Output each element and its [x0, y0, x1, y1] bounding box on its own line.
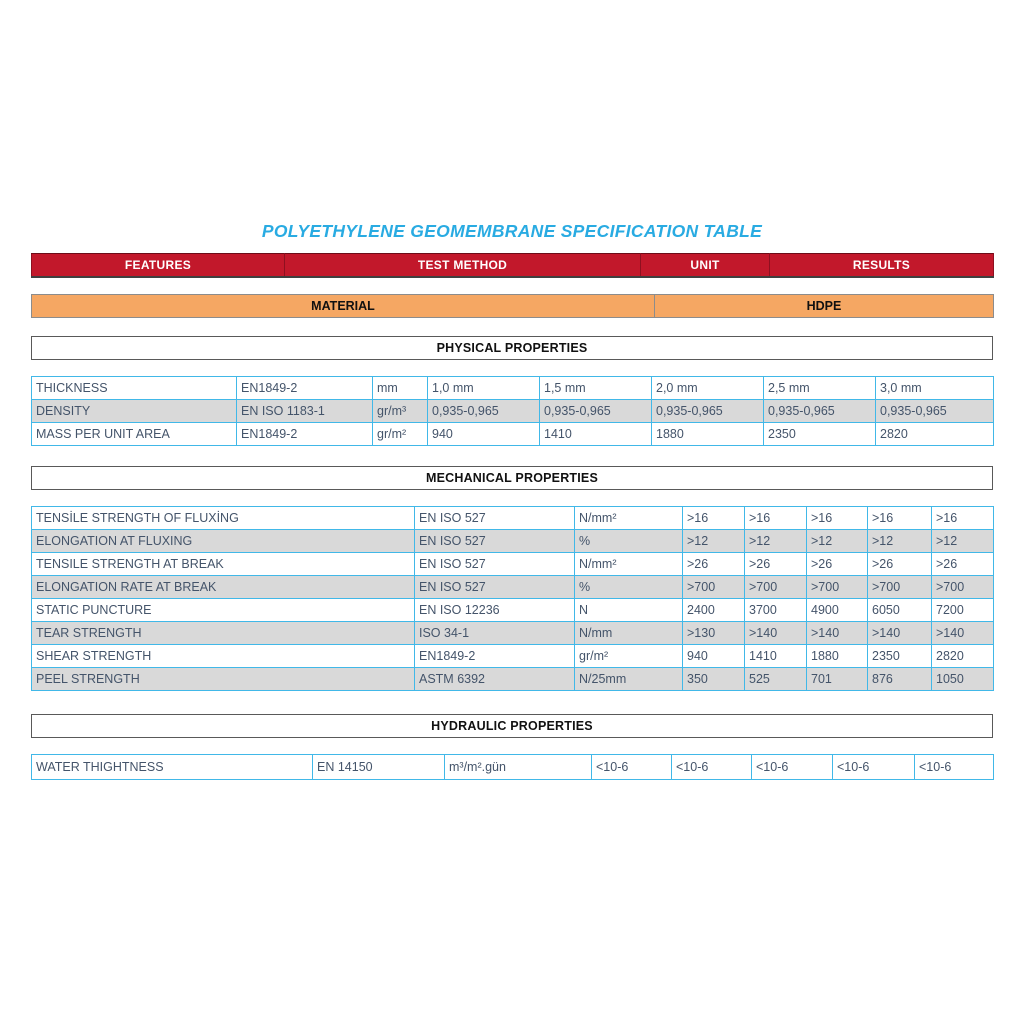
method-cell: EN ISO 527 [415, 530, 575, 553]
method-cell: EN ISO 527 [415, 576, 575, 599]
result-cell: >26 [868, 553, 932, 576]
result-cell: 350 [683, 668, 745, 691]
result-cell: 701 [807, 668, 868, 691]
feature-cell: STATIC PUNCTURE [32, 599, 415, 622]
result-cell: 2,5 mm [764, 377, 876, 400]
result-cell: 1050 [932, 668, 994, 691]
section-header-mechanical: MECHANICAL PROPERTIES [31, 466, 993, 490]
result-cell: 4900 [807, 599, 868, 622]
section-header-hydraulic: HYDRAULIC PROPERTIES [31, 714, 993, 738]
result-cell: >130 [683, 622, 745, 645]
result-cell: >16 [683, 507, 745, 530]
result-cell: <10-6 [915, 755, 994, 780]
table-row [32, 295, 994, 318]
method-cell: EN1849-2 [237, 423, 373, 446]
result-cell: 1410 [540, 423, 652, 446]
table-row [32, 599, 994, 622]
result-cell: >700 [932, 576, 994, 599]
feature-cell: THICKNESS [32, 377, 237, 400]
method-cell: EN ISO 1183-1 [237, 400, 373, 423]
result-cell: 525 [745, 668, 807, 691]
header-features: FEATURES [32, 254, 285, 277]
result-cell: 0,935-0,965 [876, 400, 994, 423]
table-row [32, 423, 994, 446]
result-cell: 1,0 mm [428, 377, 540, 400]
result-cell: >26 [932, 553, 994, 576]
table-row [32, 576, 994, 599]
result-cell: 940 [428, 423, 540, 446]
result-cell: <10-6 [752, 755, 833, 780]
result-cell: 7200 [932, 599, 994, 622]
header-test-method: TEST METHOD [285, 254, 641, 277]
result-cell: >12 [745, 530, 807, 553]
table-row [32, 645, 994, 668]
table-row [32, 622, 994, 645]
result-cell: 940 [683, 645, 745, 668]
table-row [32, 400, 994, 423]
result-cell: <10-6 [592, 755, 672, 780]
feature-cell: MASS PER UNIT AREA [32, 423, 237, 446]
result-cell: >26 [683, 553, 745, 576]
result-cell: >12 [932, 530, 994, 553]
result-cell: >140 [868, 622, 932, 645]
feature-cell: PEEL STRENGTH [32, 668, 415, 691]
feature-cell: DENSITY [32, 400, 237, 423]
hydraulic-properties-table [31, 754, 994, 780]
unit-cell: gr/m³ [373, 400, 428, 423]
method-cell: ISO 34-1 [415, 622, 575, 645]
result-cell: 0,935-0,965 [764, 400, 876, 423]
result-cell: >140 [807, 622, 868, 645]
result-cell: >140 [932, 622, 994, 645]
result-cell: >26 [745, 553, 807, 576]
result-cell: 2350 [868, 645, 932, 668]
result-cell: 3,0 mm [876, 377, 994, 400]
result-cell: >16 [745, 507, 807, 530]
result-cell: >700 [745, 576, 807, 599]
result-cell: >16 [807, 507, 868, 530]
mechanical-properties-table [31, 506, 994, 691]
result-cell: 1410 [745, 645, 807, 668]
unit-cell: N/mm² [575, 507, 683, 530]
material-bar [31, 294, 994, 318]
feature-cell: TEAR STRENGTH [32, 622, 415, 645]
result-cell: 2350 [764, 423, 876, 446]
method-cell: ASTM 6392 [415, 668, 575, 691]
result-cell: >140 [745, 622, 807, 645]
section-header-physical: PHYSICAL PROPERTIES [31, 336, 993, 360]
result-cell: 0,935-0,965 [652, 400, 764, 423]
table-row [32, 668, 994, 691]
feature-cell: ELONGATION AT FLUXING [32, 530, 415, 553]
result-cell: <10-6 [672, 755, 752, 780]
result-cell: 1880 [652, 423, 764, 446]
physical-properties-table [31, 376, 994, 446]
result-cell: 2,0 mm [652, 377, 764, 400]
table-row [32, 377, 994, 400]
table-row [32, 755, 994, 780]
result-cell: >16 [868, 507, 932, 530]
method-cell: EN1849-2 [237, 377, 373, 400]
result-cell: 2400 [683, 599, 745, 622]
result-cell: 3700 [745, 599, 807, 622]
table-row [32, 254, 994, 277]
method-cell: EN1849-2 [415, 645, 575, 668]
result-cell: 2820 [932, 645, 994, 668]
feature-cell: SHEAR STRENGTH [32, 645, 415, 668]
result-cell: >12 [807, 530, 868, 553]
result-cell: >700 [807, 576, 868, 599]
result-cell: >12 [868, 530, 932, 553]
unit-cell: % [575, 530, 683, 553]
feature-cell: WATER THIGHTNESS [32, 755, 313, 780]
material-value: HDPE [655, 295, 994, 318]
result-cell: >16 [932, 507, 994, 530]
header-unit: UNIT [641, 254, 770, 277]
result-cell: 6050 [868, 599, 932, 622]
page-title: POLYETHYLENE GEOMEMBRANE SPECIFICATION TABLE [261, 221, 763, 241]
feature-cell: ELONGATION RATE AT BREAK [32, 576, 415, 599]
method-cell: EN 14150 [313, 755, 445, 780]
unit-cell: mm [373, 377, 428, 400]
method-cell: EN ISO 527 [415, 553, 575, 576]
unit-cell: m³/m².gün [445, 755, 592, 780]
result-cell: >26 [807, 553, 868, 576]
unit-cell: N [575, 599, 683, 622]
unit-cell: gr/m² [575, 645, 683, 668]
header-results: RESULTS [770, 254, 994, 277]
result-cell: 1880 [807, 645, 868, 668]
unit-cell: N/mm² [575, 553, 683, 576]
table-row [32, 530, 994, 553]
result-cell: 0,935-0,965 [428, 400, 540, 423]
table-row [32, 553, 994, 576]
unit-cell: % [575, 576, 683, 599]
result-cell: 1,5 mm [540, 377, 652, 400]
unit-cell: N/mm [575, 622, 683, 645]
result-cell: 876 [868, 668, 932, 691]
material-label: MATERIAL [32, 295, 655, 318]
result-cell: 2820 [876, 423, 994, 446]
result-cell: >700 [683, 576, 745, 599]
method-cell: EN ISO 12236 [415, 599, 575, 622]
result-cell: 0,935-0,965 [540, 400, 652, 423]
result-cell: <10-6 [833, 755, 915, 780]
feature-cell: TENSİLE STRENGTH OF FLUXİNG [32, 507, 415, 530]
result-cell: >12 [683, 530, 745, 553]
unit-cell: N/25mm [575, 668, 683, 691]
column-header-bar [31, 253, 994, 278]
feature-cell: TENSILE STRENGTH AT BREAK [32, 553, 415, 576]
result-cell: >700 [868, 576, 932, 599]
table-row [32, 507, 994, 530]
unit-cell: gr/m² [373, 423, 428, 446]
method-cell: EN ISO 527 [415, 507, 575, 530]
